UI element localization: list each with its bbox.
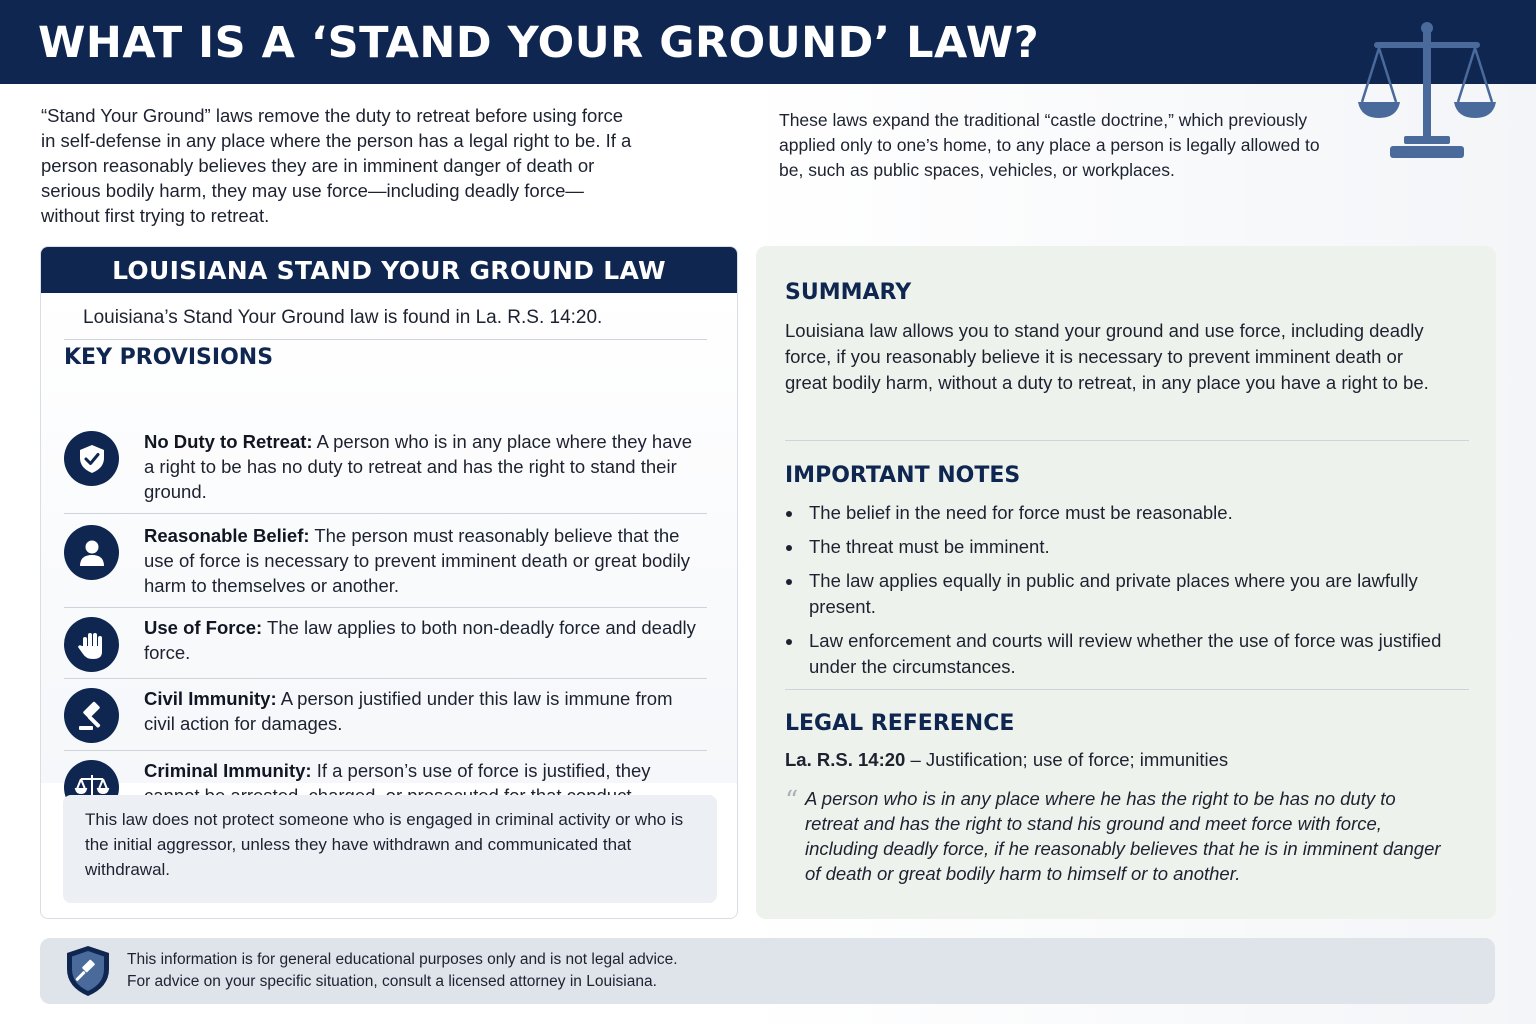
list-item: The belief in the need for force must be reasonable. [785, 500, 1465, 526]
summary-text: Louisiana law allows you to stand your ground and use force, including deadly force, if you reasonably believe it is necessary to prevent imminent death or great bodily harm, without a duty to retreat, in any place you have a right to be. [785, 320, 1429, 393]
quote-mark-icon: “ [785, 786, 799, 816]
divider [64, 339, 707, 340]
provision-text [144, 429, 704, 504]
provision-desc: If a person’s use of force is justified, they [316, 760, 651, 781]
key-provisions-title: KEY PROVISIONS [64, 345, 274, 370]
provision-label: Criminal Immunity: [144, 760, 312, 781]
divider [64, 513, 707, 514]
divider [64, 750, 707, 751]
disclaimer-line-1: This information is for general educational purposes only and is not legal advice. [127, 951, 678, 968]
disclaimer-line-2: For advice on your specific situation, consult a licensed attorney in Louisiana. [127, 973, 657, 990]
important-notes-list [785, 500, 1465, 688]
important-notes-title: IMPORTANT NOTES [785, 463, 1021, 488]
legal-reference-title: LEGAL REFERENCE [785, 711, 1015, 736]
summary-title: SUMMARY [785, 280, 912, 305]
provision-label: Civil Immunity: [144, 688, 277, 709]
intro-paragraph: “Stand Your Ground” laws remove the duty to retreat before using force in self-defense in any place where the person has a legal right to be. If a person reasonably believes they are in imminent danger of death or serious bodily harm, they may use force—including deadly force—without first trying to retreat. [41, 105, 632, 226]
provision-desc: The law applies to both non-deadly force and deadly force. [144, 617, 696, 663]
castle-doctrine-paragraph: These laws expand the traditional “castle doctrine,” which previously applied only to one’s home, to any place a person is legally allowed to be, such as public spaces, vehicles, or workplaces. [779, 110, 1320, 180]
provision-text [144, 686, 704, 736]
provision-text [144, 615, 704, 665]
provision-desc: The person must reasonably believe that the use of force is necessary to prevent imminent death or great bodily harm to themselves or another. [144, 525, 691, 596]
disclaimer-text [127, 949, 678, 993]
divider [64, 678, 707, 679]
statute-line [785, 749, 1228, 771]
louisiana-law-card [40, 246, 738, 919]
provision-desc: A person who is in any place where they have a right to be has no duty to retreat and has the right to stand their ground. [144, 431, 693, 502]
provision-label: Reasonable Belief: [144, 525, 310, 546]
provision-text [144, 523, 704, 598]
list-item: The threat must be imminent. [785, 534, 1465, 560]
provision-label: No Duty to Retreat: [144, 431, 313, 452]
citation-line: Louisiana’s Stand Your Ground law is found in La. R.S. 14:20. [83, 307, 603, 328]
divider [785, 440, 1469, 441]
summary-card [756, 246, 1496, 919]
list-item: Law enforcement and courts will review whether the use of force was justified under the circumstances. [785, 628, 1465, 680]
person-icon [64, 525, 119, 580]
page-title: WHAT IS A ‘STAND YOUR GROUND’ LAW? [38, 18, 1040, 68]
provision-label: Use of Force: [144, 617, 263, 638]
divider [785, 689, 1469, 690]
page-header [0, 0, 1536, 84]
hand-icon [64, 617, 119, 672]
louisiana-card-header [41, 247, 737, 293]
shield-check-icon [64, 431, 119, 486]
provision-desc: A person justified under this law is immune from civil action for damages. [144, 688, 673, 734]
statute-description: – Justification; use of force; immunities [905, 749, 1229, 770]
aggressor-exception-note: This law does not protect someone who is engaged in criminal activity or who is the initial aggressor, unless they have withdrawn and communicated that withdrawal. [63, 795, 717, 903]
gavel-icon [64, 688, 119, 743]
scales-of-justice-icon [1352, 18, 1502, 164]
statute-quote: A person who is in any place where he has the right to be has no duty to retreat and has the right to stand his ground and meet force with force, including deadly force, if he reasonably believes that he is in imminent danger of death or great bodily harm to himself or to another. [805, 788, 1441, 884]
shield-gavel-icon [63, 944, 113, 998]
louisiana-card-title: LOUISIANA STAND YOUR GROUND LAW [112, 255, 666, 285]
disclaimer-footer [40, 938, 1495, 1004]
list-item: The law applies equally in public and private places where you are lawfully present. [785, 568, 1465, 620]
statute-number: La. R.S. 14:20 [785, 749, 906, 770]
louisiana-card-body [41, 293, 737, 783]
divider [64, 607, 707, 608]
